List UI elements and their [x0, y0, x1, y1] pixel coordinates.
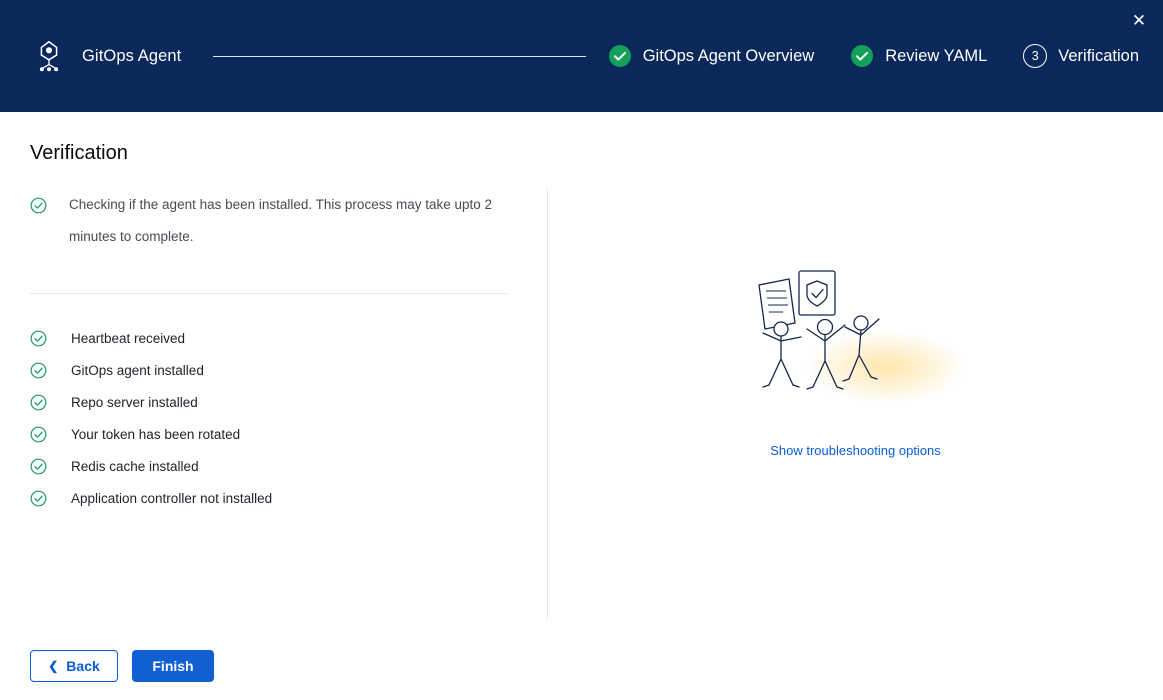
list-item — [30, 386, 535, 418]
people-with-shield-illustration — [741, 267, 971, 417]
list-item — [30, 322, 535, 354]
verification-status-text: Checking if the agent has been installed. This process may take upto 2 minutes to complete. — [69, 197, 493, 244]
chevron-left-icon: ❮ — [48, 659, 59, 673]
wizard-step-review-yaml[interactable] — [850, 44, 987, 68]
step-number-badge — [1023, 44, 1047, 68]
check-circle-icon — [30, 362, 47, 379]
check-circle-icon — [30, 189, 47, 214]
brand-title: GitOps Agent — [82, 46, 182, 65]
back-button-label: Back — [66, 658, 100, 674]
check-circle-icon — [30, 458, 47, 475]
list-item — [30, 450, 535, 482]
check-item-label: GitOps agent installed — [71, 362, 204, 378]
verification-content — [0, 189, 1163, 619]
check-item-label: Repo server installed — [71, 394, 198, 410]
close-icon[interactable]: ✕ — [1125, 6, 1153, 34]
wizard-step-label: Review YAML — [885, 46, 988, 65]
wizard-step-overview[interactable] — [608, 44, 815, 68]
check-circle-icon — [30, 490, 47, 507]
step-number: 3 — [1023, 44, 1047, 68]
wizard-step-verification[interactable] — [1023, 44, 1139, 68]
verification-left-panel — [30, 189, 548, 619]
wizard-step-label: GitOps Agent Overview — [642, 46, 815, 65]
verification-check-list — [30, 322, 535, 514]
wizard-step-label: Verification — [1058, 46, 1139, 65]
check-circle-icon — [608, 44, 632, 68]
step-connector-line — [213, 56, 585, 57]
check-item-label: Redis cache installed — [71, 458, 199, 474]
gitops-agent-logo-icon — [30, 37, 68, 75]
wizard-header — [0, 0, 1163, 112]
list-item — [30, 482, 535, 514]
check-item-label: Heartbeat received — [71, 330, 186, 346]
page-title: Verification — [30, 142, 128, 164]
show-troubleshooting-options-link[interactable]: Show troubleshooting options — [770, 443, 941, 458]
finish-button-label: Finish — [152, 658, 194, 674]
list-item — [30, 418, 535, 450]
wizard-steps — [181, 44, 1139, 68]
check-circle-icon — [850, 44, 874, 68]
back-button[interactable] — [30, 650, 118, 682]
list-item — [30, 354, 535, 386]
check-item-label: Application controller not installed — [71, 490, 273, 506]
check-circle-icon — [30, 330, 47, 347]
check-circle-icon — [30, 394, 47, 411]
check-circle-icon — [30, 426, 47, 443]
wizard-footer — [30, 650, 214, 682]
verification-status — [30, 189, 535, 253]
verification-right-panel — [548, 189, 1163, 619]
brand — [30, 37, 181, 75]
finish-button[interactable] — [132, 650, 214, 682]
divider — [30, 293, 508, 294]
check-item-label: Your token has been rotated — [71, 426, 241, 442]
